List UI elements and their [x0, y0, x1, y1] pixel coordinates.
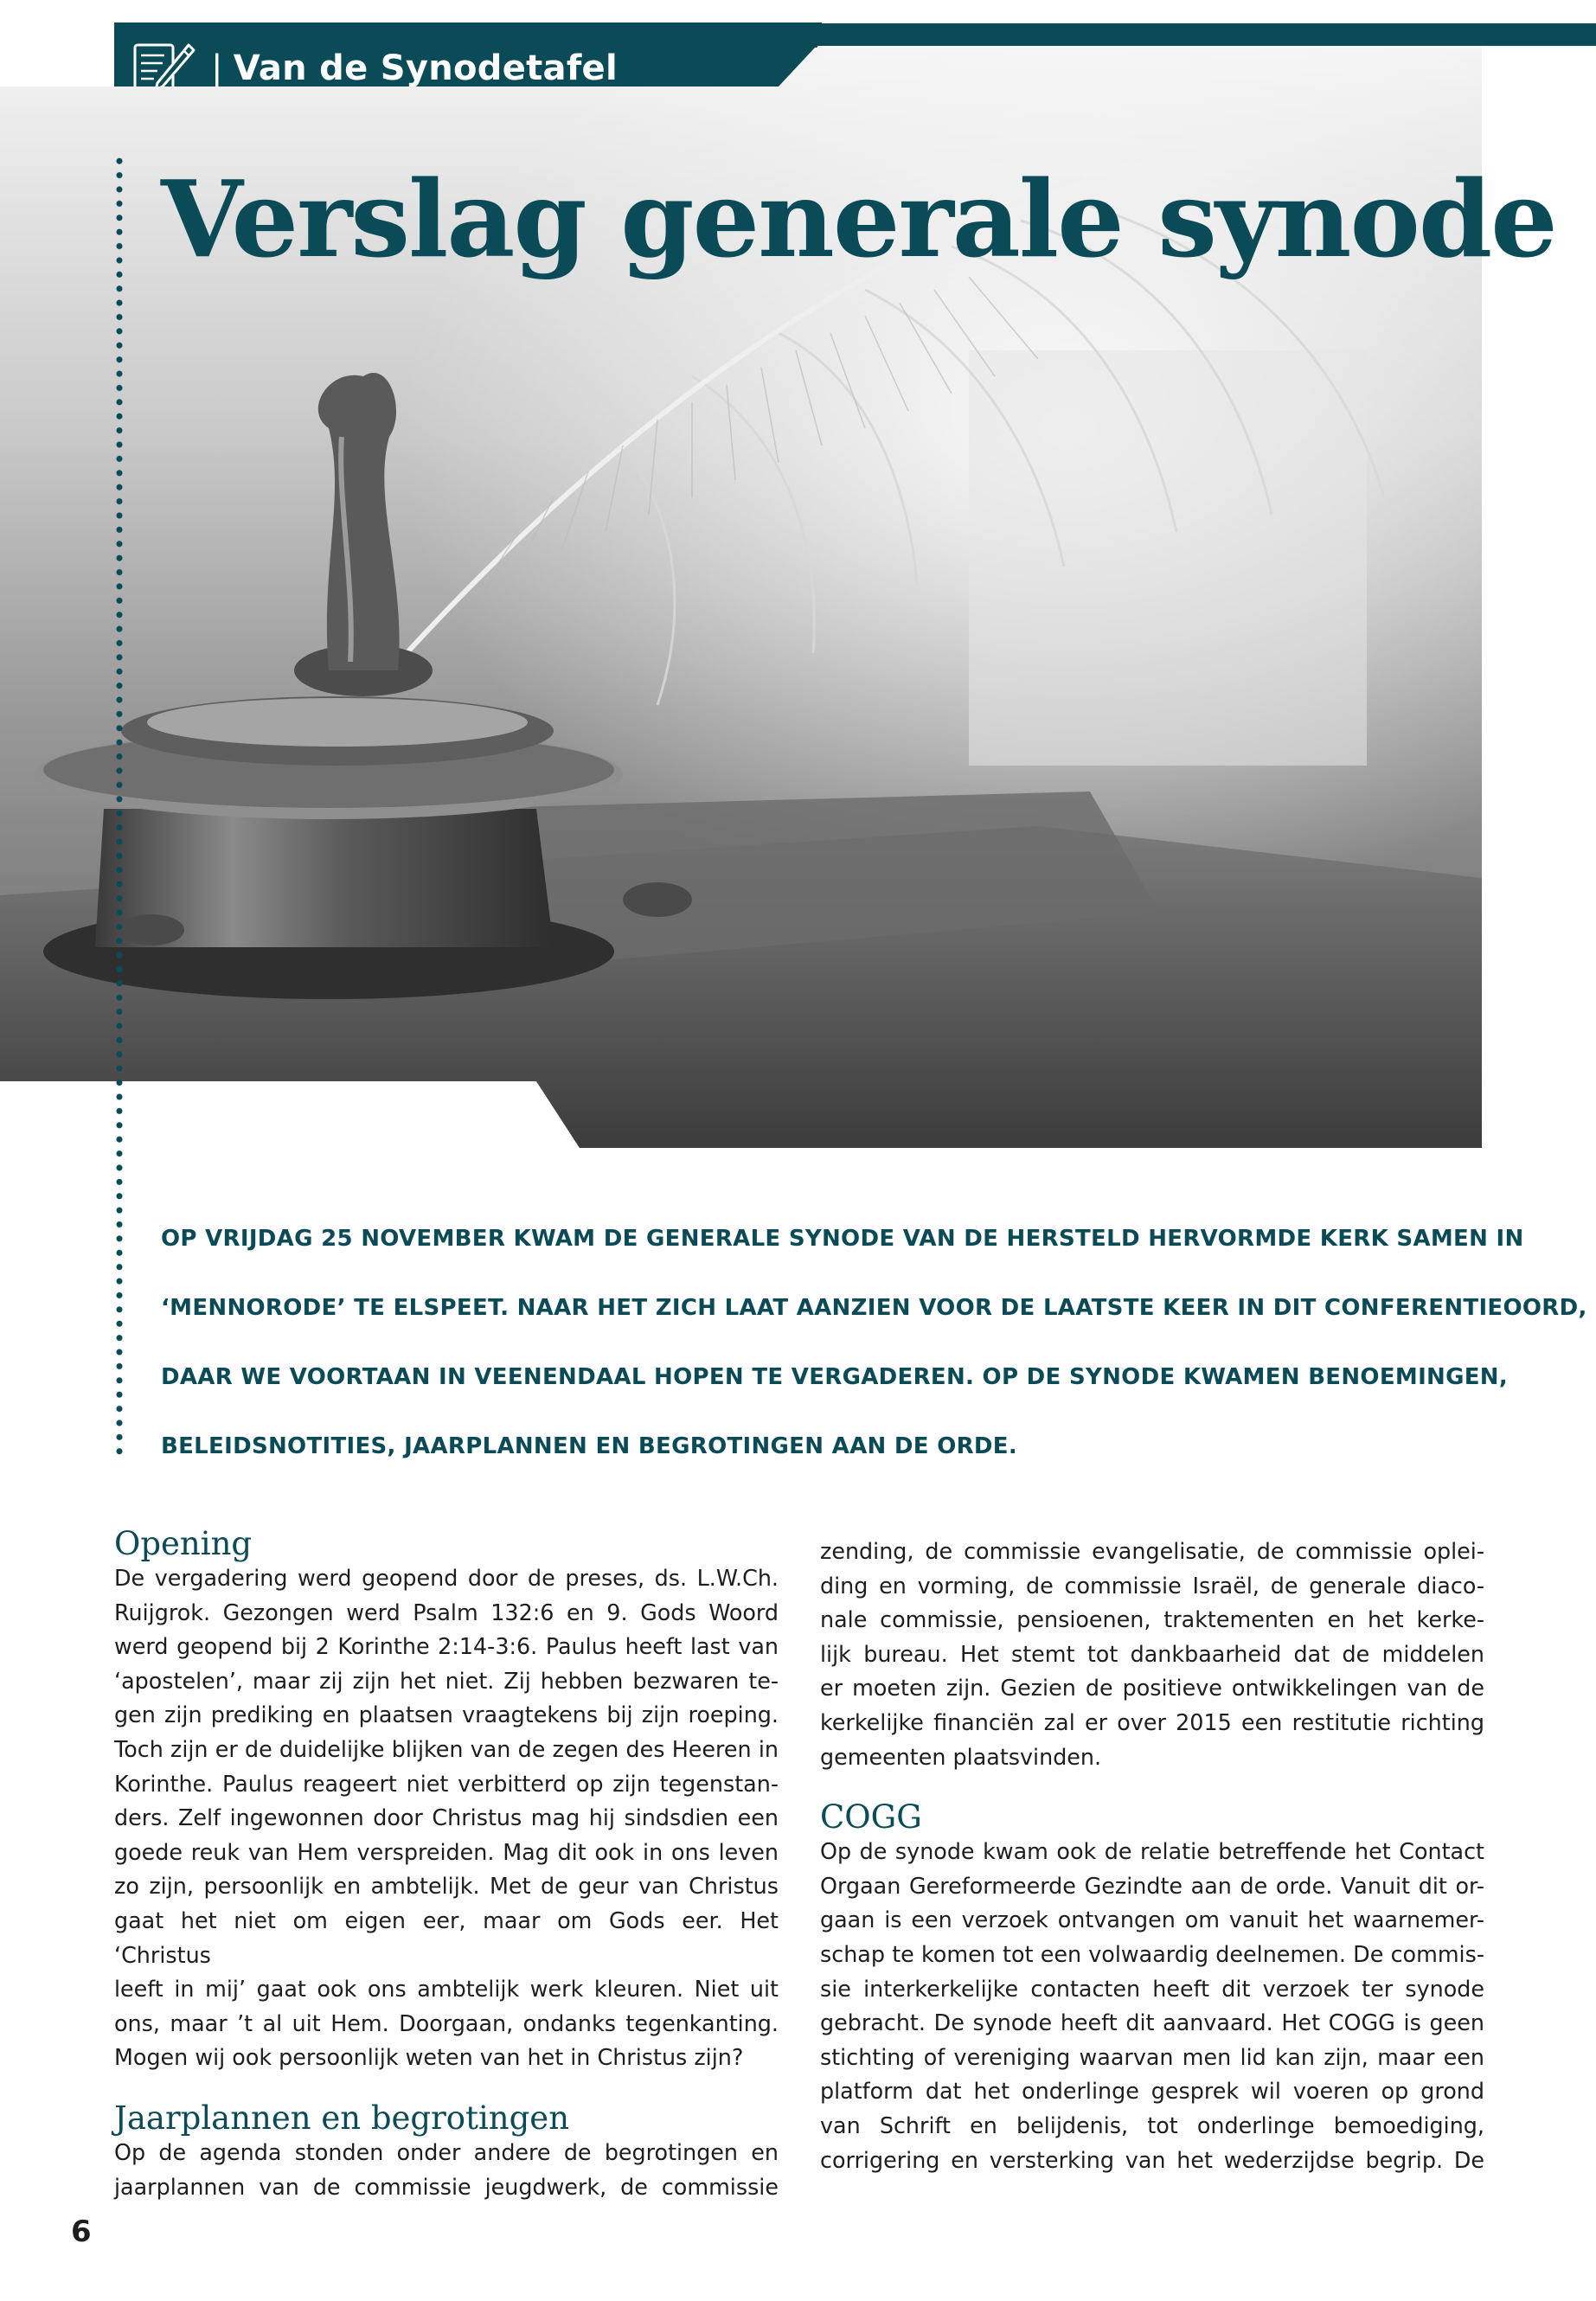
body-line: goede reuk van Hem verspreiden. Mag dit ook in ons leven: [114, 1838, 779, 1865]
body-line: Ruijgrok. Gezongen werd Psalm 132:6 en 9. Gods Woord: [114, 1599, 779, 1625]
body-line: corrigering en versterking van het wederzijdse begrip. De: [820, 2146, 1484, 2173]
body-line: leeft in mij’ gaat ook ons ambtelijk werk kleuren. Niet uit: [114, 1976, 779, 2003]
section-label: | Van de Synodetafel: [211, 48, 618, 88]
body-line: platform dat het onderlinge gesprek wil voeren op grond: [820, 2078, 1484, 2105]
intro-line: BELEIDSNOTITIES, JAARPLANNEN EN BEGROTINGEN AAN DE ORDE.: [161, 1433, 1018, 1459]
body-line: Orgaan Gereformeerde Gezindte aan de orde. Vanuit dit or-: [820, 1872, 1484, 1899]
section-heading: COGG: [820, 1798, 922, 1836]
page-number: 6: [71, 2214, 92, 2249]
header-rule: [779, 23, 1596, 46]
dotted-rule: [116, 154, 123, 1460]
body-line: er moeten zijn. Gezien de positieve ontwikkelingen van de: [820, 1675, 1484, 1702]
intro-lead: [161, 1221, 1587, 1498]
left-column: [114, 1525, 779, 2228]
intro-line: DAAR WE VOORTAAN IN VEENENDAAL HOPEN TE VERGADEREN. OP DE SYNODE KWAMEN BENOEMINGEN,: [161, 1364, 1509, 1390]
body-line: stichting of vereniging waarvan men lid kan zijn, maar een: [820, 2043, 1484, 2070]
body-line: kerkelijke financiën zal er over 2015 een restitutie richting: [820, 1708, 1484, 1735]
article-title: Verslag generale synode: [161, 157, 1556, 281]
body-line: nale commissie, pensioenen, traktementen en het kerke-: [820, 1606, 1484, 1633]
body-line: Op de agenda stonden onder andere de begrotingen en: [114, 2138, 779, 2165]
body-line: gen zijn prediking en plaatsen vraagtekens bij zijn roeping.: [114, 1702, 779, 1728]
body-line: De vergadering werd geopend door de preses, ds. L.W.Ch.: [114, 1565, 779, 1591]
body-line: gaan is een verzoek ontvangen om vanuit het waarnemer-: [820, 1907, 1484, 1933]
section-jaarplannen: [114, 2099, 779, 2204]
section-jaarplannen-continued: [820, 1535, 1484, 1774]
body-line: Mogen wij ook persoonlijk weten van het in Christus zijn?: [114, 2044, 744, 2071]
body-line: werd geopend bij 2 Korinthe 2:14-3:6. Paulus heeft last van: [114, 1633, 779, 1660]
section-heading: Opening: [114, 1525, 253, 1562]
body-line: gaat het niet om eigen eer, maar om Gods eer. Het ‘Christus: [114, 1907, 779, 1968]
body-line: sie interkerkelijke contacten heeft dit verzoek ter synode: [820, 1975, 1484, 2002]
body-line: van Schrift en belijdenis, tot onderlinge bemoediging,: [820, 2112, 1484, 2138]
body-line: zending, de commissie evangelisatie, de commissie oplei-: [820, 1538, 1484, 1564]
body-line: schap te komen tot een volwaardig deelnemen. De commis-: [820, 1940, 1484, 1967]
section-opening: [114, 1525, 779, 2075]
right-column: [820, 1535, 1484, 2202]
section-cogg: [820, 1798, 1484, 2177]
intro-line: ‘MENNORODE’ TE ELSPEET. NAAR HET ZICH LAAT AANZIEN VOOR DE LAATSTE KEER IN DIT CONFERENTIEOORD,: [161, 1295, 1587, 1321]
body-line: gemeenten plaatsvinden.: [820, 1743, 1102, 1770]
section-label-text: Van de Synodetafel: [233, 48, 618, 88]
body-line: ‘apostelen’, maar zij zijn het niet. Zij hebben bezwaren te-: [114, 1667, 779, 1694]
body-line: lijk bureau. Het stemt tot dankbaarheid dat de middelen: [820, 1640, 1484, 1667]
body-line: ding en vorming, de commissie Israël, de generale diaco-: [820, 1572, 1484, 1599]
body-line: zo zijn, persoonlijk en ambtelijk. Met de geur van Christus: [114, 1873, 779, 1900]
intro-line: OP VRIJDAG 25 NOVEMBER KWAM DE GENERALE SYNODE VAN DE HERSTELD HERVORMDE KERK SAMEN IN: [161, 1226, 1524, 1252]
body-line: ons, maar ’t al uit Hem. Doorgaan, ondanks tegenkanting.: [114, 2009, 779, 2036]
section-heading: Jaarplannen en begrotingen: [114, 2099, 570, 2137]
body-line: ders. Zelf ingewonnen door Christus mag hij sindsdien een: [114, 1804, 779, 1831]
body-line: gebracht. De synode heeft dit aanvaard. Het COGG is geen: [820, 2009, 1484, 2036]
body-line: Korinthe. Paulus reageert niet verbitterd op zijn tegenstan-: [114, 1770, 779, 1797]
body-line: jaarplannen van de commissie jeugdwerk, de commissie: [114, 2173, 779, 2200]
body-line: Toch zijn er de duidelijke blijken van de zegen des Heeren in: [114, 1735, 779, 1762]
body-line: Op de synode kwam ook de relatie betreffende het Contact: [820, 1838, 1484, 1865]
